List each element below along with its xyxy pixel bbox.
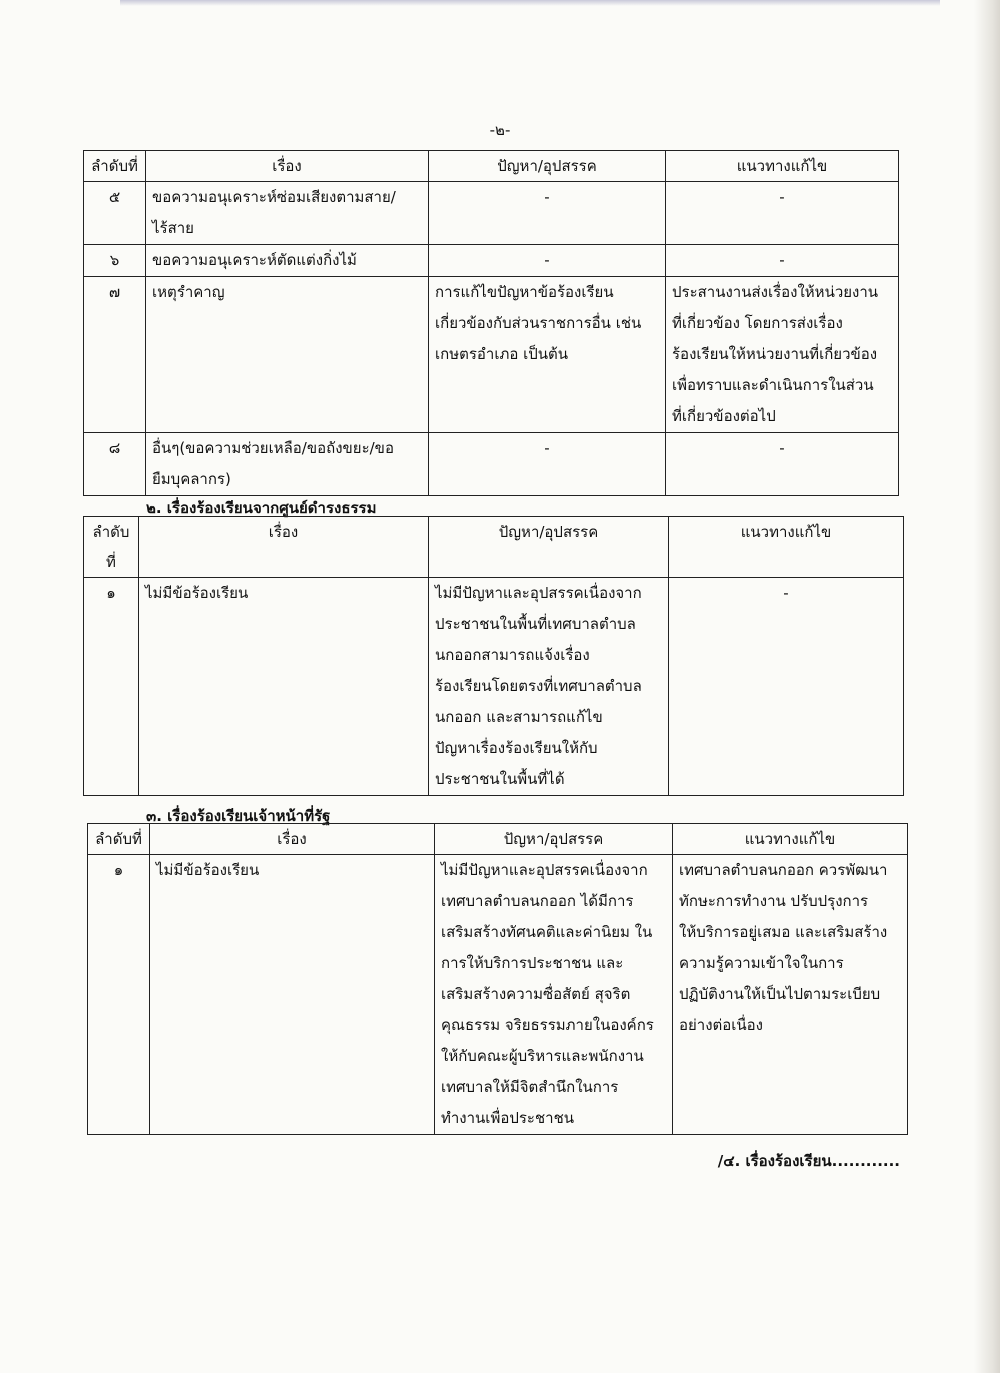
table-header-row (84, 151, 899, 182)
row-solution: เทศบาลตำบลนกออก ควรพัฒนา ทักษะการทำงาน ปรับปรุงการ ให้บริการอยู่เสมอ และเสริมสร้าง ความรู้ความเข้าใจในการ ปฏิบัติงานให้เป็นไปตามระเบียบ อย่างต่อเนื่อง (673, 855, 908, 1135)
row-problem: การแก้ไขปัญหาข้อร้องเรียน เกี่ยวข้องกับส่วนราชการอื่น เช่น เกษตรอำเภอ เป็นต้น (429, 277, 666, 433)
table-row (88, 855, 908, 1135)
next-page-note: /๔. เรื่องร้องเรียน............ (717, 1152, 900, 1170)
row-subject: ไม่มีข้อร้องเรียน (150, 855, 435, 1135)
header-subject: เรื่อง (139, 517, 429, 578)
header-order: ลำดับที่ (88, 824, 150, 855)
complaints-table-3 (87, 823, 908, 1135)
header-subject: เรื่อง (146, 151, 429, 182)
row-subject: เหตุรำคาญ (146, 277, 429, 433)
header-solution: แนวทางแก้ไข (669, 517, 904, 578)
row-number: ๑ (84, 578, 139, 796)
row-subject: ไม่มีข้อร้องเรียน (139, 578, 429, 796)
row-subject: ขอความอนุเคราะห์ซ่อมเสียงตามสาย/ ไร้สาย (146, 182, 429, 245)
row-number: ๘ (84, 433, 146, 496)
row-solution: ประสานงานส่งเรื่องให้หน่วยงาน ที่เกี่ยวข้อง โดยการส่งเรื่อง ร้องเรียนให้หน่วยงานที่เกี่ยวข้อง เพื่อทราบและดำเนินการในส่วน ที่เกี่ยวข้องต่อไป (666, 277, 899, 433)
row-solution: - (666, 182, 899, 245)
table-header-row (84, 517, 904, 578)
table-row (84, 578, 904, 796)
row-solution: - (669, 578, 904, 796)
row-number: ๗ (84, 277, 146, 433)
row-solution: - (666, 433, 899, 496)
scan-shadow-right (974, 0, 1000, 1373)
row-problem: ไม่มีปัญหาและอุปสรรคเนื่องจาก ประชาชนในพื้นที่เทศบาลตำบล นกออกสามารถแจ้งเรื่อง ร้องเรียนโดยตรงที่เทศบาลตำบล นกออก และสามารถแก้ไข ปัญหาเรื่องร้องเรียนให้กับ ประชาชนในพื้นที่ได้ (429, 578, 669, 796)
header-solution: แนวทางแก้ไข (666, 151, 899, 182)
table-row (84, 182, 899, 245)
row-number: ๖ (84, 245, 146, 277)
table-row (84, 277, 899, 433)
row-number: ๑ (88, 855, 150, 1135)
row-problem: - (429, 245, 666, 277)
header-solution: แนวทางแก้ไข (673, 824, 908, 855)
row-problem: ไม่มีปัญหาและอุปสรรคเนื่องจาก เทศบาลตำบลนกออก ได้มีการ เสริมสร้างทัศนคติและค่านิยม ใน การให้บริการประชาชน และ เสริมสร้างความซื่อสัตย์ สุจริต คุณธรรม จริยธรรมภายในองค์กร ให้กับคณะผู้บริหารและพนักงาน เทศบาลให้มีจิตสำนึกในการ ทำงานเพื่อประชาชน (435, 855, 673, 1135)
complaints-table-1 (83, 150, 899, 496)
section-2-heading: ๒. เรื่องร้องเรียนจากศูนย์ดำรงธรรม (146, 499, 377, 517)
header-problem: ปัญหา/อุปสรรค (429, 517, 669, 578)
table-row (84, 433, 899, 496)
header-subject: เรื่อง (150, 824, 435, 855)
header-order: ลำดับที่ (84, 151, 146, 182)
row-subject: ขอความอนุเคราะห์ตัดแต่งกิ่งไม้ (146, 245, 429, 277)
row-subject: อื่นๆ(ขอความช่วยเหลือ/ขอถังขยะ/ขอ ยืมบุคลากร) (146, 433, 429, 496)
table-row (84, 245, 899, 277)
page-number: -๒- (489, 121, 511, 139)
table-header-row (88, 824, 908, 855)
row-solution: - (666, 245, 899, 277)
header-order: ลำดับ ที่ (84, 517, 139, 578)
header-problem: ปัญหา/อุปสรรค (429, 151, 666, 182)
scan-shadow-top (120, 0, 940, 6)
row-problem: - (429, 433, 666, 496)
section-3-heading: ๓. เรื่องร้องเรียนเจ้าหน้าที่รัฐ (146, 807, 331, 825)
complaints-table-2 (83, 516, 904, 796)
row-number: ๕ (84, 182, 146, 245)
header-problem: ปัญหา/อุปสรรค (435, 824, 673, 855)
row-problem: - (429, 182, 666, 245)
